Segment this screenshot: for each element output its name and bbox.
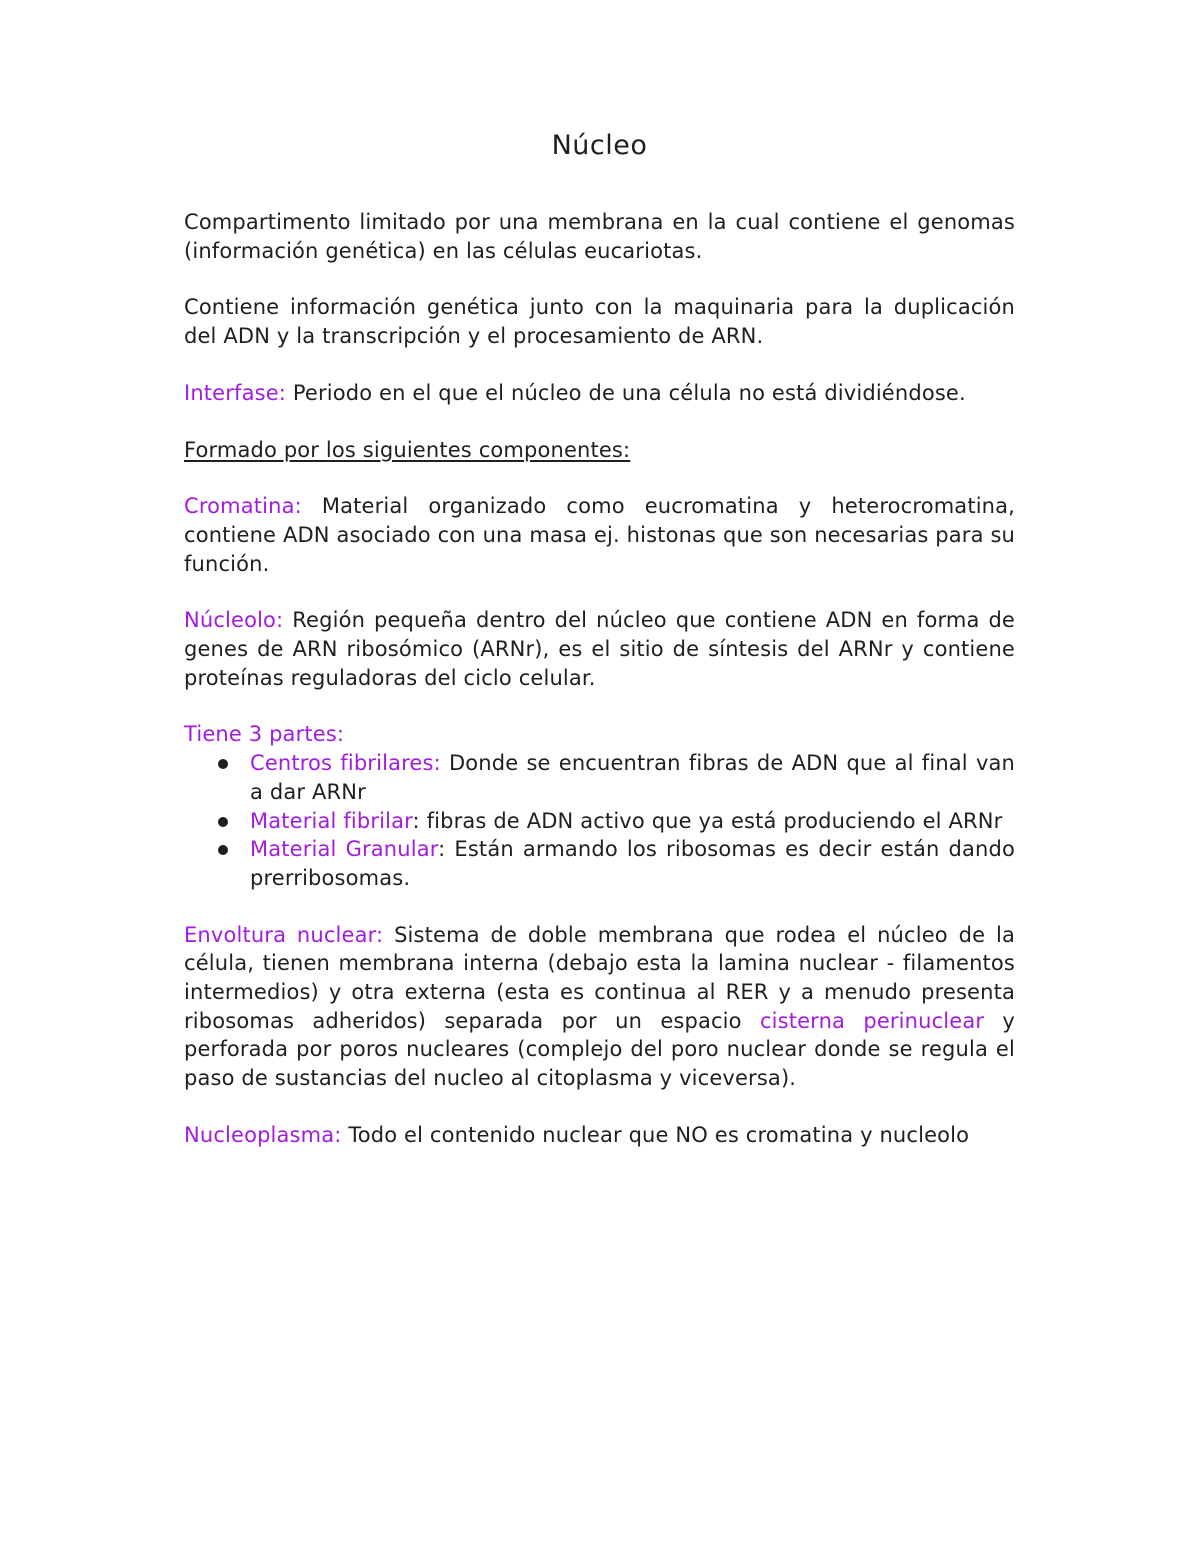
parts-list bbox=[184, 749, 1015, 893]
intro-paragraph-2: Contiene información genética junto con la maquinaria para la duplicación del ADN y la transcripción y el procesamiento de ARN. bbox=[184, 295, 1015, 349]
part-text: Donde se encuentran fibras de ADN que al final van a dar ARNr bbox=[250, 751, 1015, 804]
nucleoplasma-paragraph bbox=[184, 1121, 1015, 1150]
intro-paragraph-1: Compartimento limitado por una membrana en la cual contiene el genomas (información genética) en las células eucariotas. bbox=[184, 210, 1015, 263]
nucleolo-paragraph bbox=[184, 606, 1015, 692]
list-item bbox=[250, 749, 1015, 806]
part-text: : Están armando los ribosomas es decir están dando prerribosomas. bbox=[250, 837, 1015, 890]
nucleoplasma-text: Todo el contenido nuclear que NO es cromatina y nucleolo bbox=[341, 1122, 970, 1147]
nucleolo-text: Región pequeña dentro del núcleo que contiene ADN en forma de genes de ARN ribosómico (ARNr), es el sitio de síntesis del ARNr y contiene proteínas reguladoras del ciclo celular. bbox=[184, 608, 1015, 690]
list-item bbox=[250, 807, 1015, 836]
envoltura-paragraph bbox=[184, 921, 1015, 1093]
part-text: : fibras de ADN activo que ya está produciendo el ARNr bbox=[412, 808, 1003, 833]
bullet-icon bbox=[218, 845, 228, 855]
components-heading-text: Formado por los siguientes componentes: bbox=[184, 437, 631, 462]
bullet-icon bbox=[218, 759, 228, 769]
part-term: Centros fibrilares: bbox=[250, 751, 441, 776]
nucleoplasma-term: Nucleoplasma: bbox=[184, 1122, 342, 1147]
page-title: Núcleo bbox=[551, 130, 648, 161]
cromatina-text: Material organizado como eucromatina y heterocromatina, contiene ADN asociado con una masa ej. histonas que son necesarias para su función. bbox=[184, 494, 1015, 576]
part-term: Material fibrilar bbox=[250, 808, 413, 833]
cisterna-term: cisterna perinuclear bbox=[759, 1008, 985, 1033]
envoltura-term: Envoltura nuclear: bbox=[184, 922, 384, 947]
interfase-text: Periodo en el que el núcleo de una célula no está dividiéndose. bbox=[286, 380, 966, 405]
interfase-term: Interfase: bbox=[184, 380, 286, 405]
cromatina-term: Cromatina: bbox=[184, 494, 302, 519]
document-page bbox=[184, 124, 1015, 1178]
nucleolo-term: Núcleolo: bbox=[184, 608, 284, 633]
envoltura-text-1: Sistema de doble membrana que rodea el núcleo de la célula, tienen membrana interna (debajo esta la lamina nuclear - filamentos intermedios) y otra externa (esta es continua al RER y a menudo presenta ribosomas adheridos) separada por un espacio bbox=[184, 922, 1015, 1033]
components-heading bbox=[184, 436, 1015, 465]
part-term: Material Granular bbox=[250, 837, 439, 862]
interfase-paragraph bbox=[184, 379, 1015, 408]
bullet-icon bbox=[218, 817, 228, 827]
list-item bbox=[250, 835, 1015, 892]
parts-label: Tiene 3 partes: bbox=[184, 722, 345, 747]
envoltura-text-2: y perforada por poros nucleares (complejo del poro nuclear donde se regula el paso de sustancias del nucleo al citoplasma y viceversa). bbox=[184, 1008, 1016, 1091]
cromatina-paragraph bbox=[184, 492, 1015, 578]
